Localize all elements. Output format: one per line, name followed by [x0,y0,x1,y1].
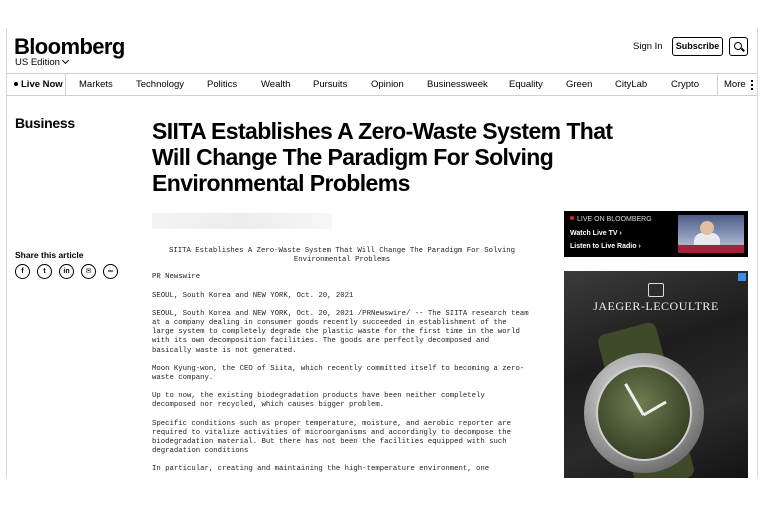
main-nav [7,73,757,96]
live-indicator-icon [570,216,574,220]
email-icon[interactable]: ✉ [81,264,96,279]
live-on-bloomberg-widget[interactable] [564,211,748,257]
article-body [152,247,532,478]
twitter-icon[interactable]: t [37,264,52,279]
advertisement[interactable] [564,271,748,478]
nav-politics[interactable]: Politics [207,79,238,90]
article-dateline: SEOUL, South Korea and NEW YORK, Oct. 20, 2021 [152,291,354,300]
ad-choices-icon[interactable] [738,273,746,281]
nav-pursuits[interactable]: Pursuits [313,79,348,90]
nav-equality[interactable]: Equality [509,79,543,90]
article-title: SIITA Establishes A Zero-Waste System That Will Change The Paradigm For Solving Environmental Problems [169,247,515,265]
article-paragraph: In particular, creating and maintaining the high-temperature environment, one [152,465,490,474]
page-title: SIITA Establishes A Zero-Waste System That Will Change The Paradigm For Solving Environmental Problems [152,118,613,196]
edition-label: US Edition [15,57,60,68]
article-paragraph: Specific conditions such as proper temperature, moisture, and aerobic reporter are required to vitalize activities of microorganisms and accordingly to decompose the biodegradation material. But there has not been the facilities equipped with such degradation conditions [152,419,512,456]
page-frame [6,28,758,478]
brand-crest-icon [648,283,664,297]
listen-live-radio-link[interactable]: Listen to Live Radio › [570,243,641,250]
live-dot-icon [14,82,18,86]
more-icon [751,80,753,90]
nav-opinion[interactable]: Opinion [371,79,404,90]
nav-green[interactable]: Green [566,79,593,90]
linkedin-icon[interactable]: in [59,264,74,279]
article-paragraph: Moon Kyung-won, the CEO of Siita, which recently committed itself to becoming a zero-waste company. [152,364,525,383]
nav-live-now[interactable]: Live Now [7,74,66,95]
live-tv-thumbnail[interactable] [678,215,744,253]
nav-markets[interactable]: Markets [79,79,113,90]
share-label: Share this article [15,250,84,260]
article-paragraph: Up to now, the existing biodegradation products have been neither completely decomposed nor recycled, which causes bigger problem. [152,392,485,410]
article-source: PR Newswire [152,273,201,282]
article-paragraph: SEOUL, South Korea and NEW YORK, Oct. 20, 2021 /PRNewswire/ -- The SIITA research team at a company dealing in consumer goods recently succeeded in establishment of the large system to completely degrade the plastic waste for the first time in the world with its own decomposition facilities. The goods are perfectly decomposed and basically waste is not generated. [152,309,529,355]
byline-placeholder [152,213,332,229]
bloomberg-logo[interactable]: Bloomberg [14,34,125,59]
search-button[interactable] [729,37,748,56]
nav-wealth[interactable]: Wealth [261,79,291,90]
nav-businessweek[interactable]: Businessweek [427,79,488,90]
edition-selector[interactable] [15,57,68,68]
live-label: LIVE ON BLOOMBERG [577,216,652,223]
header [7,28,757,72]
ad-brand-name: JAEGER-LECOULTRE [593,299,719,313]
nav-more[interactable]: More [717,74,758,95]
watch-live-tv-link[interactable]: Watch Live TV › [570,230,622,237]
sign-in-link[interactable]: Sign In [633,41,663,52]
chevron-down-icon [62,57,69,64]
facebook-icon[interactable]: f [15,264,30,279]
nav-technology[interactable]: Technology [136,79,185,90]
nav-crypto[interactable]: Crypto [671,79,699,90]
nav-citylab[interactable]: CityLab [615,79,648,90]
link-icon[interactable]: ∞ [103,264,118,279]
section-label[interactable]: Business [15,115,75,131]
subscribe-button[interactable]: Subscribe [672,37,723,56]
